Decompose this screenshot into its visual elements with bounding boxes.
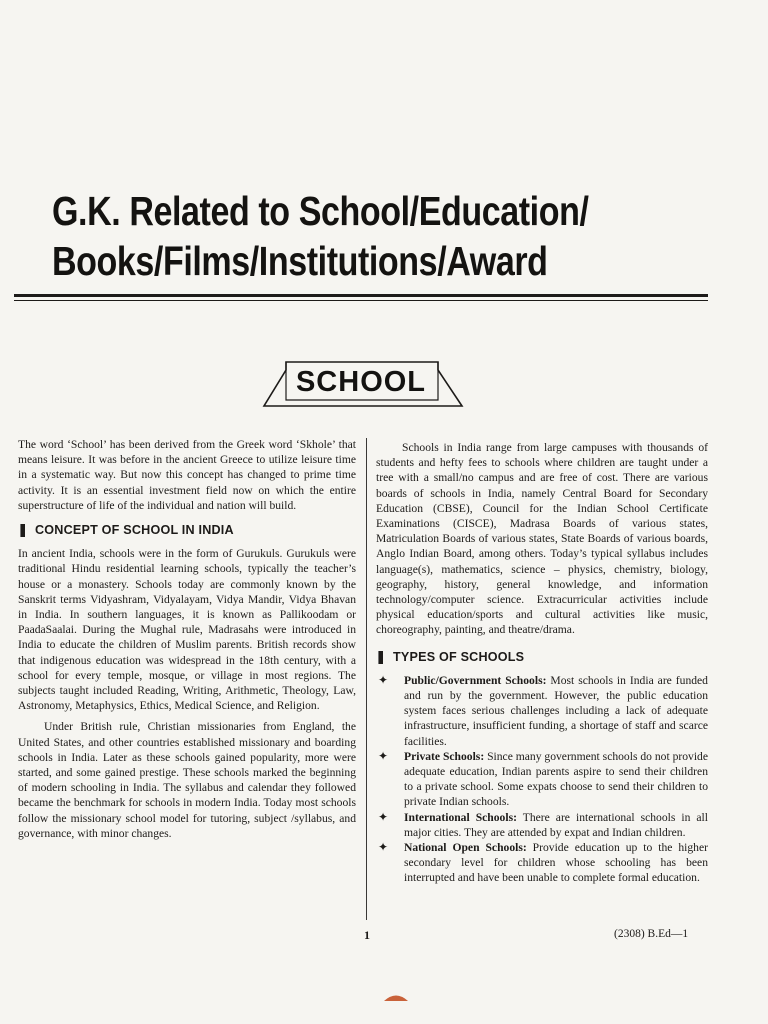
title-rule-thin [14,300,708,301]
left-column [18,437,356,841]
page-code: (2308) B.Ed—1 [614,928,689,940]
school-banner [262,360,464,412]
type-term: Public/Government Schools: [404,673,547,687]
right-column [376,440,708,886]
list-item [376,673,708,749]
banner-label: SCHOOL [295,366,427,398]
heading-bar-icon [20,524,25,537]
school-types-list [376,673,708,886]
type-term: International Schools: [404,810,517,824]
title-rule-thick [14,294,708,297]
star-bullet-icon: ✦ [378,840,389,855]
page-number: 1 [364,928,370,942]
intro-paragraph: The word ‘School’ has been derived from the Greek word ‘Skhole’ that means leisure. It was before in the ancient Greece to utilize leisure time in a systematic way. But now this concept has changed to prime time activity. It is an essential investment field now on which the entire superstructure of life of the individual and nation will build. [18,438,356,512]
list-item [376,840,708,886]
type-term: Private Schools: [404,749,485,763]
concept-heading [18,523,356,538]
page-title [52,186,633,286]
concept-heading-label: CONCEPT OF SCHOOL IN INDIA [35,523,234,538]
heading-bar-icon [378,651,383,664]
type-term: National Open Schools: [404,841,527,855]
title-line-2: Books/Films/Institutions/Award [52,238,548,284]
star-bullet-icon: ✦ [378,809,389,824]
star-bullet-icon: ✦ [378,748,389,763]
column-divider [366,438,367,920]
concept-paragraph-2: Under British rule, Christian missionaries from England, the United States, and other countries established missionary and boarding schools in India. Later as these schools gained popularity, more were started, and some gained prestige. These schools marked the beginning of modern schooling in India. The syllabus and calendar they followed became the benchmark for schools in modern India. Today most schools follow the missionary school model for tutoring, subject /syllabus, and governance, with minor changes. [18,720,356,840]
list-item [376,810,708,840]
boards-paragraph: Schools in India range from large campuses with thousands of students and hefty fees to schools where children are taught under a tree with a small/no campus and are free of cost. There are various boards of schools in India, namely Central Board for Secondary Education (CBSE), Council for the Indian School Certificate Examinations (CISCE), Madrasa Boards of various states, Matriculation Boards of various states, State Boards of various boards, Anglo Indian Board, among others. Today’s typical syllabus includes language(s), mathematics, science – physics, chemistry, biology, geography, history, general knowledge, and information technology/computer science. Extracurricular activities include physical education/sports and cultural activities like music, choreography, painting, and theatre/drama. [376,441,708,637]
type-text: Most schools in India are funded and run by the government. However, the public education system faces serious challenges including a lack of adequate infrastructure, insufficient funding, a shortage of staff and scarce facilities. [404,673,708,748]
concept-paragraph-1: In ancient India, schools were in the form of Gurukuls. Gurukuls were traditional Hindu residential learning schools, typically the teacher’s house or a monastery. Schools today are commonly known by the Sanskrit terms Vidyashram, Vidyalayam, Vidya Mandir, Vidya Bhavan in India. In southern languages, it is known as Pallikoodam or PaadaSaalai. During the Mughal rule, Madrasahs were introduced in India to educate the children of Muslim parents. British records show that indigenous education was widespread in the 18th century, with a school for every temple, mosque, or village in most regions. The subjects taught included Reading, Writing, Arithmetic, Theology, Law, Astronomy, Metaphysics, Ethics, Medical Science, and Religion. [18,547,356,713]
type-text: Since many government schools do not provide adequate education, Indian parents aspire to send their children to a private school. Some expats choose to send their children to private Indian schools. [404,749,708,809]
title-line-1: G.K. Related to School/Education/ [52,188,589,234]
binding-mark-icon [383,992,409,1002]
types-heading [376,650,708,665]
type-text: Provide education up to the higher secondary level for children whose schooling has been interrupted and have been unable to complete formal education. [404,841,708,885]
types-heading-label: TYPES OF SCHOOLS [393,649,525,664]
type-text: There are international schools in all major cities. They are attended by expat and Indian children. [404,810,708,839]
list-item [376,749,708,810]
star-bullet-icon: ✦ [378,672,389,687]
